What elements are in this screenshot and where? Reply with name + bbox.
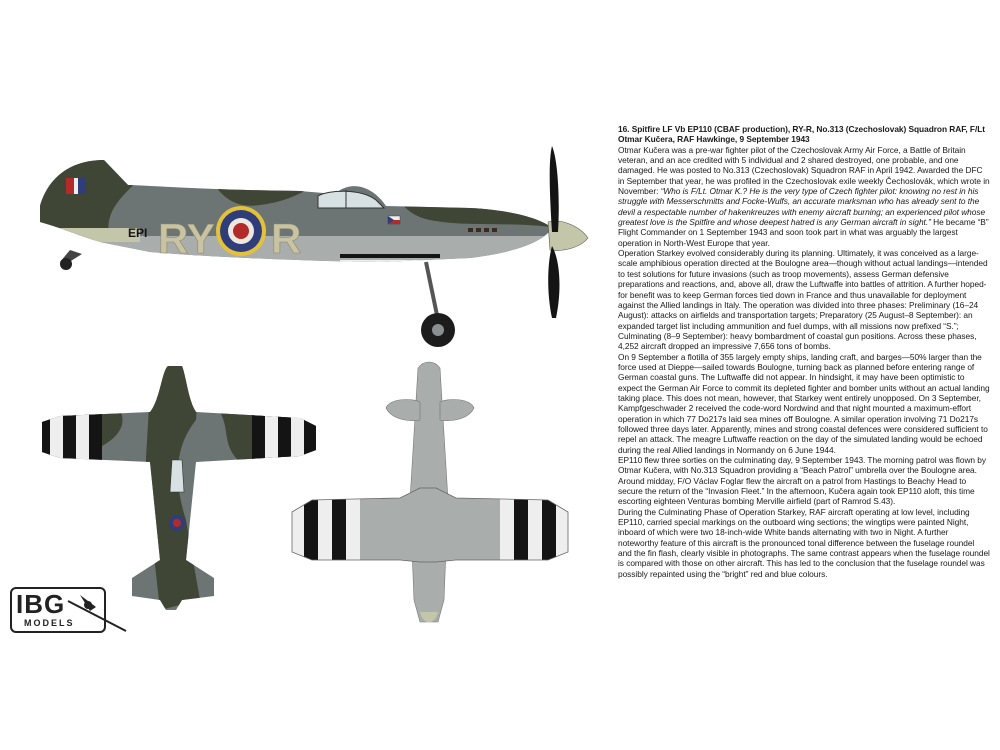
paragraph-1-quote: “Who is F/Lt. Otmar K.? He is the very type of Czech fighter pilot: knowing no rest in his struggle with Messerschmitts and Focke-Wulfs, an accurate marksman who has already sent to the devil a respectable number of hakenkreuzes with enemy aircraft burning; an experienced pilot whose greatest love is the Spitfire and whose deepest hatred is any German aircraft in sight.”: [618, 186, 986, 228]
paragraph-5: During the Culminating Phase of Operation Starkey, RAF aircraft operating at low level, including EP110, carried special markings on the outboard wing sections; the wingtips were painted Night, inboard of which were two 18-inch-wide White bands alternating with two in Night. A further noteworthy feature of this aircraft is the pronounced tonal difference between the fuselage roundel and the fin flash, clearly visible in photographs. The same contrast appears when the fuselage roundel is compared with those on other aircraft. This has led to the conclusion that the fuselage roundel was possibly repainted using the “bright” red and blue colours.: [618, 506, 990, 579]
top-view: [30, 360, 330, 620]
paragraph-2: Operation Starkey evolved considerably during its planning. Ultimately, it was conceived as a large-scale amphibious operation directed at the Boulogne area—though without actual landings—intended to test solutions for future invasions (such as troop movements), assess German defensive preparations and reactions, and, above all, draw the Luftwaffe into battles of attrition. A further hoped-for benefit was to keep German forces tied down in France and thus unavailable for deployment against the Allied landings in Italy. The operation was divided into three phases: Preliminary (16–24 August): attacks on airfields and transportation targets; Preparatory (25 August–8 September): an expanded target list including ammunition and fuel dumps, with all missions now prefixed “S.”; Culminating (8–9 September): heavy bombardment of coastal gun positions. Across these phases, 4,252 aircraft dropped an impressive 7,656 tons of bombs.: [618, 248, 988, 352]
profile-description: [618, 124, 990, 579]
side-profile: [30, 146, 588, 347]
paragraph-1: [618, 145, 990, 248]
top-roundel-left: [169, 515, 185, 531]
tail-wheel: [60, 258, 72, 270]
top-canopy: [170, 460, 184, 492]
logo-subtitle: MODELS: [24, 618, 75, 628]
paragraph-1-text-a: Otmar Kučera was a pre-war fighter pilot of the Czechoslovak Army Air Force, a Battle of Britain veteran, and an ace credited with 5 individual and 2 shared destroyed, one probable, and one damaged. He was posted to No.313 (Czechoslovak) Squadron RAF in April 1942. Awarded the DFC in September that year, he was profiled in the Czechoslovak exile weekly Čechoslovák, which wrote in November:: [618, 144, 990, 197]
logo-brand: IBG: [16, 589, 66, 619]
ibg-models-logo: [10, 587, 132, 635]
paragraph-3: On 9 September a flotilla of 355 largely empty ships, landing craft, and barges—50% larger than the force used at Dieppe—sailed towards Boulogne, turning back as planned before entering range of German coastal guns. The Luftwaffe did not appear. In hindsight, it may have been optimistic to expect the German Air Force to commit its depleted fighter and bomber units without an actual landing taking place. This does not mean, however, that Starkey went entirely unopposed. On 3 September, Kampfgeschwader 2 received the code-word Nordwind and that night mounted a maximum-effort operation in which 77 Do217s laid sea mines off Boulogne. A similar operation involving 71 Do217s followed three days later. Apparently, mines and strong coastal defences were considered sufficient to repel an attack. The meagre Luftwaffe reaction on the day of the simulated landing would be echoed during the real Allied landings in Normandy on 6 June 1944.: [618, 351, 990, 455]
code-letters-left: RY: [158, 215, 215, 262]
fuselage-roundel: [216, 206, 266, 256]
paragraph-1-text-b: He became “B” Flight Commander on 1 September 1943 and soon took part in what was arguably the largest operation in North-West Europe that year.: [618, 217, 989, 248]
code-letter-right: R: [271, 215, 302, 262]
paragraph-4: EP110 flew three sorties on the culminating day, 9 September 1943. The morning patrol was flown by Otmar Kučera, with No.313 Squadron providing a “Beach Patrol” umbrella over the Boulogne area. Around midday, F/O Václav Foglar flew the aircraft on a patrol from Hastings to Beachy Head to secure the return of the “Invasion Fleet.” In the afternoon, Kučera again took EP110 aloft, this time escorting eighteen Venturas bombing Merville airfield (part of Ramrod S.43).: [618, 455, 986, 507]
logo-plane-icon: [66, 591, 132, 635]
serial-number: EPI: [128, 226, 148, 240]
profile-heading: 16. Spitfire LF Vb EP110 (CBAF production), RY-R, No.313 (Czechoslovak) Squadron RAF, F/Lt Otmar Kučera, RAF Hawkinge, 9 September 1943: [618, 124, 985, 145]
fin-flash: [66, 178, 74, 194]
bottom-view: [290, 362, 570, 623]
